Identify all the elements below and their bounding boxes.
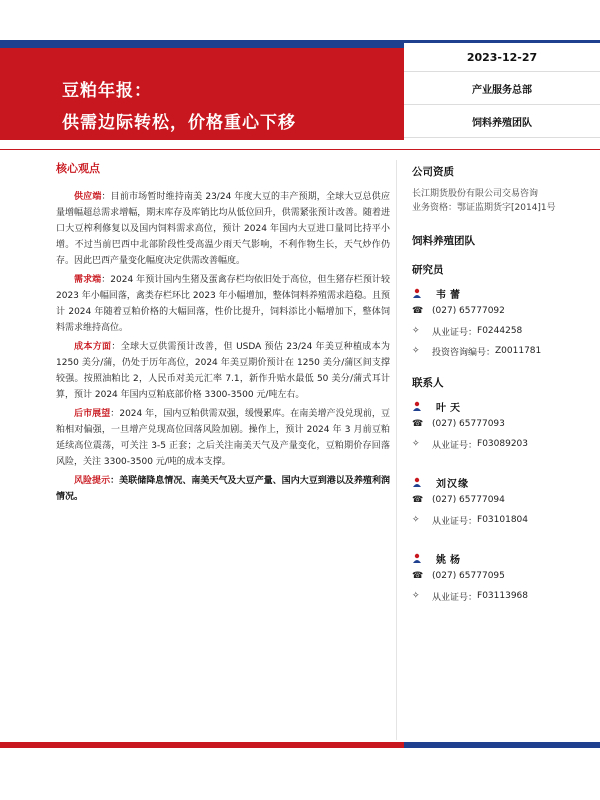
report-meta xyxy=(404,40,600,138)
footer-bar-red xyxy=(0,742,404,748)
diamond-bullet-icon: ✧ xyxy=(412,346,420,356)
person-icon xyxy=(412,553,422,563)
diamond-bullet-icon: ✧ xyxy=(412,515,420,525)
paragraph-lead: 成本方面 xyxy=(74,342,112,352)
person-icon xyxy=(412,477,422,487)
paragraph-text: ：2024 年，国内豆粕供需双强，缓慢累库。在南美增产没兑现前，豆粕相对偏强，一旦增产兑现高位回落风险加剧。操作上，预计 2024 年 3 月前豆粕延续高位震荡，可关注 3-5 正套；之后关注南美天气及产量变化，豆粕期价存回落风险，关注 3300-3500 元/吨的成本支撑。 xyxy=(56,409,390,467)
person-phone: (027) 65777093 xyxy=(432,419,505,429)
researchers-heading: 研究员 xyxy=(412,264,444,276)
title-banner-top-stripe xyxy=(0,40,404,48)
report-department: 产业服务总部 xyxy=(404,72,600,105)
license-label: 从业证号： xyxy=(432,516,478,527)
phone-icon: ☎ xyxy=(412,419,424,429)
team-heading: 饲料养殖团队 xyxy=(412,235,475,247)
report-team: 饲料养殖团队 xyxy=(404,105,600,138)
person-license: F03089203 xyxy=(477,439,529,449)
person-name: 姚杨 xyxy=(436,554,464,566)
contact-card xyxy=(412,550,582,606)
footer-bar-blue xyxy=(404,742,600,748)
person-license: F03101804 xyxy=(477,515,529,525)
person-license: F03113968 xyxy=(477,591,529,601)
paragraph-lead: 后市展望 xyxy=(74,409,111,419)
paragraph-outlook xyxy=(56,406,390,470)
person-icon xyxy=(412,401,422,411)
contacts-heading: 联系人 xyxy=(412,377,444,389)
report-title: 豆粕年报： xyxy=(62,81,152,101)
researcher-card xyxy=(412,285,582,361)
paragraph-demand xyxy=(56,272,390,336)
person-name: 韦蕾 xyxy=(436,289,464,301)
invest-label: 投资咨询编号： xyxy=(432,347,496,358)
paragraph-text: ：全球大豆供需预计改善，但 USDA 预估 23/24 年美豆种植成本为 1250 美分/蒲，仍处于历年高位，2024 年美豆期价预计在 1250 美分/蒲区间支撑较强。按照油粕比 2，人民币对美元汇率 7.1，新作升贴水最低 50 美分/蒲式耳计算，预计 2024 年国内豆粕底部价格 3300-3500 元/吨左右。 xyxy=(56,342,390,400)
paragraph-supply xyxy=(56,189,390,269)
company-line2: 业务资格：鄂证监期货字[2014]1号 xyxy=(412,203,556,213)
license-label: 从业证号： xyxy=(432,327,478,338)
paragraph-cost xyxy=(56,339,390,403)
person-name: 刘汉缘 xyxy=(436,478,469,490)
license-label: 从业证号： xyxy=(432,440,478,451)
person-invest-id: Z0011781 xyxy=(495,346,542,356)
core-views-heading: 核心观点 xyxy=(56,162,100,175)
paragraph-lead: 风险提示 xyxy=(74,476,111,486)
paragraph-lead: 供应端 xyxy=(74,192,102,202)
contact-card xyxy=(412,474,582,530)
header-divider xyxy=(0,149,600,150)
column-divider xyxy=(396,160,397,740)
report-date: 2023-12-27 xyxy=(404,40,600,72)
paragraph-text: ：目前市场暂时维持南美 23/24 年度大豆的丰产预期，全球大豆总供应量增幅超总需求增幅，期末库存及库销比均从低位回升，供需紧张预计改善。随着进口大豆榨利修复以及国内饲料需求高位，预计 2024 年国内大豆进口量同比持平小增。不过当前巴西中北部阶段性受高温少雨天气影响，不利作物生长，天气炒作仍存。因此巴西产量变化幅度决定供需改善幅度。 xyxy=(56,192,390,266)
paragraph-risk xyxy=(56,473,390,505)
person-phone: (027) 65777094 xyxy=(432,495,505,505)
paragraph-lead: 需求端 xyxy=(74,275,102,285)
license-label: 从业证号： xyxy=(432,592,478,603)
report-subtitle: 供需边际转松，价格重心下移 xyxy=(62,113,296,133)
paragraph-text: ：美联储降息情况、南美天气及大豆产量、国内大豆到港以及养殖利润情况。 xyxy=(56,476,390,502)
company-heading: 公司资质 xyxy=(412,166,454,178)
company-line1: 长江期货股份有限公司交易咨询 xyxy=(412,189,539,199)
contact-card xyxy=(412,398,582,454)
person-phone: (027) 65777095 xyxy=(432,571,505,581)
core-views-section xyxy=(56,160,390,508)
person-license: F0244258 xyxy=(477,326,523,336)
person-name: 叶天 xyxy=(436,402,464,414)
person-icon xyxy=(412,288,422,298)
phone-icon: ☎ xyxy=(412,495,424,505)
footer-bar xyxy=(0,742,600,748)
paragraph-text: ：2024 年预计国内生猪及蛋禽存栏均依旧处于高位，但生猪存栏预计较 2023 年小幅回落，禽类存栏环比 2023 年小幅增加，整体饲料养殖需求趋稳。且预计 2024 年随着豆粕价格的大幅回落，性价比提升，饲料添比小幅增加下，整体饲料需求维持高位。 xyxy=(56,275,390,333)
diamond-bullet-icon: ✧ xyxy=(412,326,420,336)
phone-icon: ☎ xyxy=(412,571,424,581)
person-phone: (027) 65777092 xyxy=(432,306,505,316)
diamond-bullet-icon: ✧ xyxy=(412,591,420,601)
sidebar xyxy=(412,164,582,606)
diamond-bullet-icon: ✧ xyxy=(412,439,420,449)
phone-icon: ☎ xyxy=(412,306,424,316)
